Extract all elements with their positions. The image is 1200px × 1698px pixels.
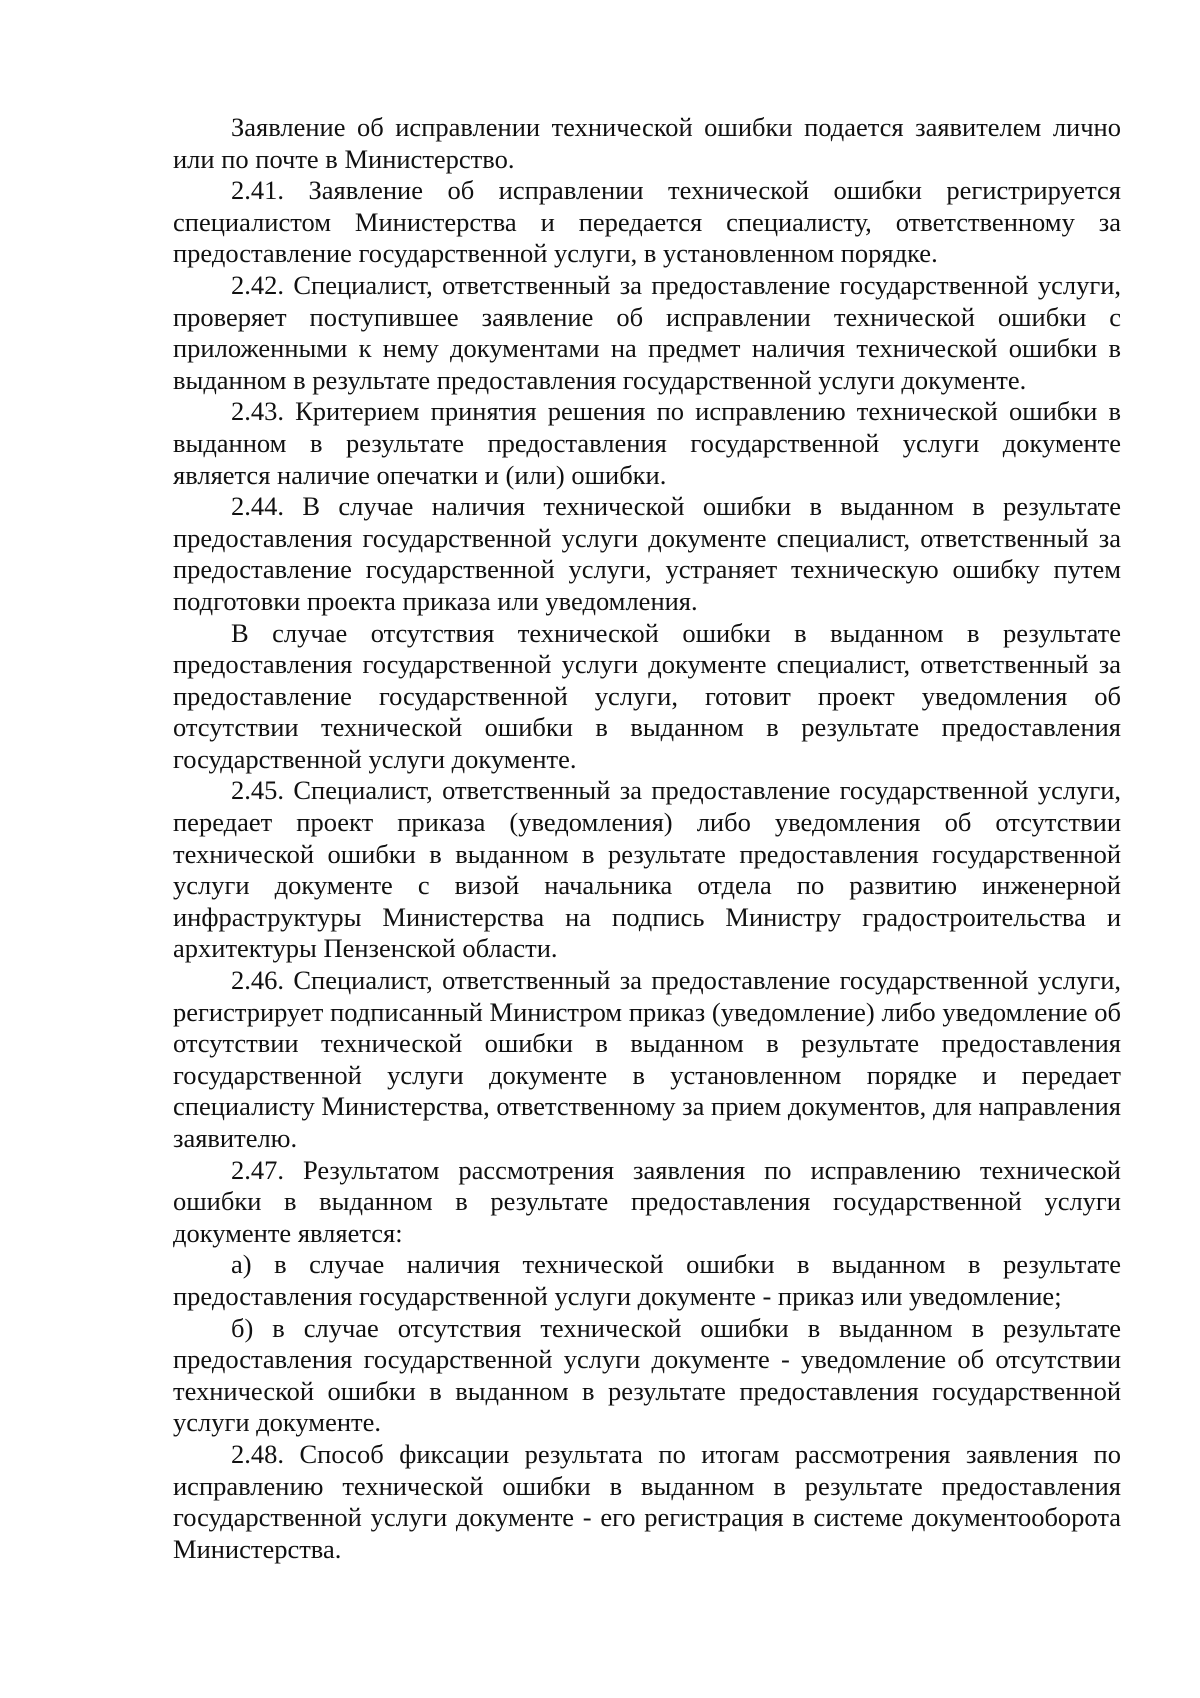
paragraph-2-47: 2.47. Результатом рассмотрения заявления по исправлению технической ошибки в выданном в результате предоставления государственной услуги документе является: xyxy=(173,1154,1121,1248)
paragraph-intro: Заявление об исправлении технической ошибки подается заявителем лично или по почте в Министерство. xyxy=(173,112,1121,174)
paragraph-2-48: 2.48. Способ фиксации результата по итогам рассмотрения заявления по исправлению технической ошибки в выданном в результате предоставления государственной услуги документе - его регистрация в системе документооборота Министерства. xyxy=(173,1438,1121,1564)
paragraph-2-44-absence: В случае отсутствия технической ошибки в выданном в результате предоставления государственной услуги документе специалист, ответственный за предоставление государственной услуги, готовит проект уведомления об отсутствии технической ошибки в выданном в результате предоставления государственной услуги документе. xyxy=(173,617,1121,774)
paragraph-2-44: 2.44. В случае наличия технической ошибки в выданном в результате предоставления государственной услуги документе специалист, ответственный за предоставление государственной услуги, устраняет техническую ошибку путем подготовки проекта приказа или уведомления. xyxy=(173,491,1121,616)
document-body xyxy=(173,112,1121,1565)
paragraph-2-47-a: а) в случае наличия технической ошибки в выданном в результате предоставления государственной услуги документе - приказ или уведомление; xyxy=(173,1249,1121,1311)
paragraph-2-45: 2.45. Специалист, ответственный за предоставление государственной услуги, передает проект приказа (уведомления) либо уведомления об отсутствии технической ошибки в выданном в результате предоставления государственной услуги документе с визой начальника отдела по развитию инженерной инфраструктуры Министерства на подпись Министру градостроительства и архитектуры Пензенской области. xyxy=(173,775,1121,964)
paragraph-2-46: 2.46. Специалист, ответственный за предоставление государственной услуги, регистрирует подписанный Министром приказ (уведомление) либо уведомление об отсутствии технической ошибки в выданном в результате предоставления государственной услуги документе в установленном порядке и передает специалисту Министерства, ответственному за прием документов, для направления заявителю. xyxy=(173,965,1121,1153)
paragraph-2-41: 2.41. Заявление об исправлении технической ошибки регистрируется специалистом Министерства и передается специалисту, ответственному за предоставление государственной услуги, в установленном порядке. xyxy=(173,175,1121,269)
paragraph-2-43: 2.43. Критерием принятия решения по исправлению технической ошибки в выданном в результате предоставления государственной услуги документе является наличие опечатки и (или) ошибки. xyxy=(173,396,1121,490)
paragraph-2-42: 2.42. Специалист, ответственный за предоставление государственной услуги, проверяет поступившее заявление об исправлении технической ошибки с приложенными к нему документами на предмет наличия технической ошибки в выданном в результате предоставления государственной услуги документе. xyxy=(173,269,1121,395)
paragraph-2-47-b: б) в случае отсутствия технической ошибки в выданном в результате предоставления государственной услуги документе - уведомление об отсутствии технической ошибки в выданном в результате предоставления государственной услуги документе. xyxy=(173,1312,1121,1438)
